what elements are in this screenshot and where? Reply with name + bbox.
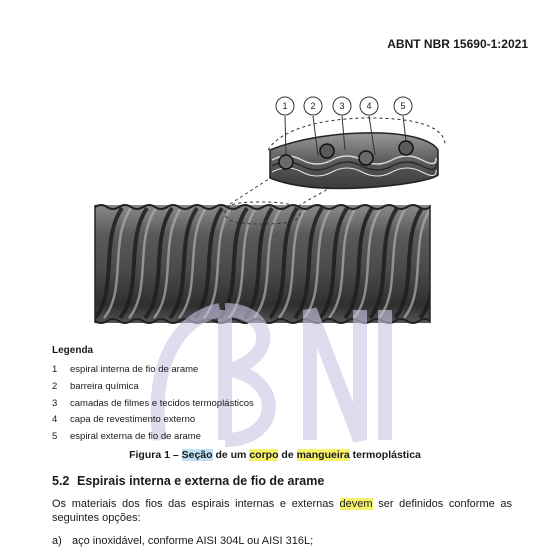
legend-item-text: camadas de filmes e tecidos termoplásticos bbox=[70, 398, 254, 409]
option-item bbox=[52, 535, 313, 547]
legend-item-number: 5 bbox=[52, 431, 58, 442]
legend-item-number: 2 bbox=[52, 381, 58, 392]
paragraph-highlight-devem: devem bbox=[339, 498, 373, 510]
caption-text: de um bbox=[212, 449, 250, 461]
legend-item bbox=[52, 431, 201, 442]
paragraph-text: ser definidos conforme as seguintes opções: bbox=[52, 498, 512, 524]
legend-item-text: espiral interna de fio de arame bbox=[70, 364, 199, 375]
legend-item-text: capa de revestimento externo bbox=[70, 414, 196, 425]
caption-text: termoplástica bbox=[349, 449, 421, 461]
caption-prefix: Figura 1 – bbox=[129, 449, 182, 461]
option-label: a) bbox=[52, 535, 62, 547]
section-number: 5.2 bbox=[52, 474, 70, 488]
legend-item bbox=[52, 381, 139, 392]
legend-item bbox=[52, 398, 254, 409]
callout-label-3: 3 bbox=[339, 101, 345, 111]
section-title: Espirais interna e externa de fio de arame bbox=[77, 474, 325, 488]
callout-label-4: 4 bbox=[366, 101, 372, 111]
caption-highlight-secao: Seção bbox=[181, 449, 213, 461]
section-paragraph bbox=[52, 497, 512, 525]
legend-item-number: 1 bbox=[52, 364, 58, 375]
legend-item-text: espiral externa de fio de arame bbox=[70, 431, 201, 442]
callout-label-1: 1 bbox=[282, 101, 288, 111]
standard-code: ABNT NBR 15690-1:2021 bbox=[387, 37, 528, 51]
legend-item-text: barreira química bbox=[70, 381, 139, 392]
legend-item bbox=[52, 414, 195, 425]
section-heading bbox=[52, 474, 324, 488]
legend-title: Legenda bbox=[52, 345, 94, 356]
option-text: aço inoxidável, conforme AISI 304L ou AISI 316L; bbox=[72, 535, 314, 547]
abnt-watermark bbox=[130, 300, 410, 450]
caption-highlight-mangueira: mangueira bbox=[296, 449, 350, 461]
figure-caption bbox=[0, 449, 550, 461]
legend-item-number: 3 bbox=[52, 398, 58, 409]
legend-item-number: 4 bbox=[52, 414, 58, 425]
detail-enlargement bbox=[268, 118, 445, 189]
paragraph-text: Os materiais dos fios das espirais internas e externas bbox=[52, 498, 340, 510]
legend-item bbox=[52, 364, 198, 375]
callout-label-2: 2 bbox=[310, 101, 316, 111]
caption-highlight-corpo: corpo bbox=[249, 449, 279, 461]
callout-label-5: 5 bbox=[400, 101, 406, 111]
caption-text: de bbox=[278, 449, 297, 461]
